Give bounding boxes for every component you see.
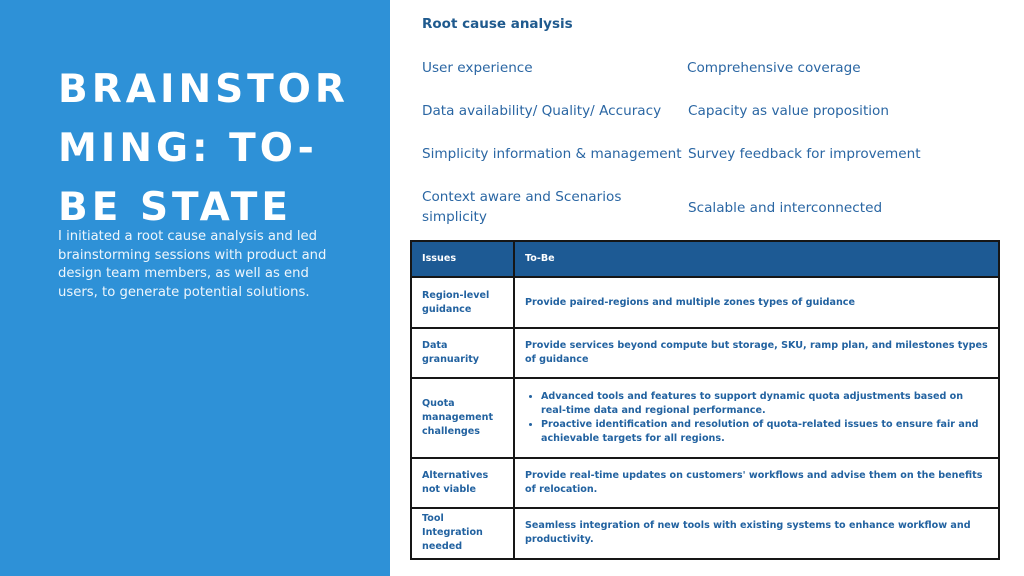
to-be-bullet: • Proactive identification and resolution of quota-related issues to ensure fair and achievable targets for all regions. [541, 418, 988, 446]
issue-cell: Data granuarity [411, 328, 514, 378]
to-be-bullet-list [525, 390, 988, 446]
left-panel [0, 0, 390, 576]
issue-cell: Quota management challenges [411, 378, 514, 457]
root-cause-item: Scalable and interconnected [688, 200, 883, 216]
to-be-cell: Provide real-time updates on customers' workflows and advise them on the benefits of relocation. [514, 458, 999, 508]
to-be-cell: Provide services beyond compute but storage, SKU, ramp plan, and milestones types of guidance [514, 328, 999, 378]
column-header-to-be: To-Be [514, 241, 999, 277]
to-be-cell [514, 378, 999, 457]
table-row [411, 508, 999, 559]
title-line: BRAINSTOR [58, 67, 349, 112]
root-cause-item: Survey feedback for improvement [688, 146, 921, 162]
root-cause-item: Simplicity information & management [422, 146, 682, 162]
root-cause-item: Context aware and Scenarios simplicity [422, 189, 622, 225]
intro-paragraph: I initiated a root cause analysis and led brainstorming sessions with product and design team members, as well as end users, to generate potential solutions. [58, 229, 327, 300]
to-be-bullet: • Advanced tools and features to support dynamic quota adjustments based on real-time data and regional performance. [541, 390, 988, 418]
issues-table [410, 240, 1000, 560]
table-row [411, 378, 999, 457]
column-header-issues: Issues [411, 241, 514, 277]
table-header-row [411, 241, 999, 277]
issue-cell: Alternatives not viable [411, 458, 514, 508]
table-row [411, 328, 999, 378]
root-cause-title: Root cause analysis [422, 16, 573, 32]
root-cause-item: Comprehensive coverage [687, 60, 861, 76]
issue-cell: Tool Integration needed [411, 508, 514, 559]
root-cause-item: Data availability/ Quality/ Accuracy [422, 103, 662, 119]
title-line: BE STATE [58, 185, 293, 230]
page-title [58, 60, 358, 237]
to-be-cell: Seamless integration of new tools with existing systems to enhance workflow and productivity. [514, 508, 999, 559]
title-line: MING: TO- [58, 126, 318, 171]
table-row [411, 458, 999, 508]
to-be-cell: Provide paired-regions and multiple zones types of guidance [514, 277, 999, 328]
root-cause-item: Capacity as value proposition [688, 103, 889, 119]
table-row [411, 277, 999, 328]
root-cause-item: User experience [422, 60, 533, 76]
issue-cell: Region-level guidance [411, 277, 514, 328]
